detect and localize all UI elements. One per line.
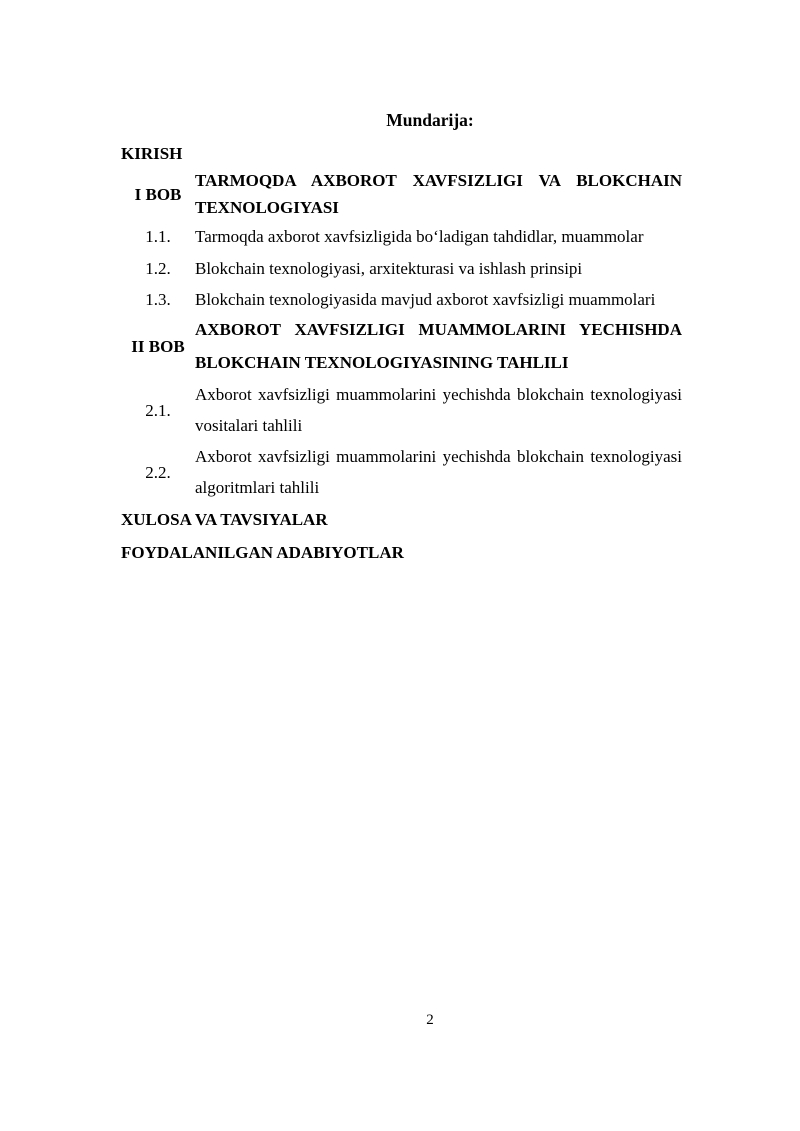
toc-entry-text: Blokchain texnologiyasi, arxitekturasi va ishlash prinsipi	[195, 259, 583, 278]
toc-entry-number: 1.3.	[145, 290, 171, 309]
toc-entry-text: FOYDALANILGAN ADABIYOTLAR	[121, 543, 404, 562]
toc-entry-number: 1.1.	[145, 227, 171, 246]
toc-entry-2-1	[121, 379, 682, 441]
toc-entry-text: Axborot xavfsizligi muammolarini yechishda blokchain texnologiyasi vositalari tahlili	[195, 385, 682, 435]
toc-entry-conclusion	[121, 503, 682, 536]
page-title: Mundarija:	[386, 110, 474, 130]
toc-entry-1-2	[121, 252, 682, 286]
toc-entry-text: Tarmoqda axborot xavfsizligida boʻladigan tahdidlar, muammolar	[195, 227, 644, 246]
toc-entry-chapter-2	[121, 313, 682, 379]
toc-entry-number: 2.2.	[145, 462, 171, 482]
table-of-contents	[121, 140, 682, 569]
toc-entry-number: I BOB	[134, 184, 182, 204]
toc-entry-text: XULOSA VA TAVSIYALAR	[121, 510, 328, 529]
toc-entry-chapter-1	[121, 167, 682, 221]
toc-entry-references	[121, 536, 682, 569]
toc-entry-1-1	[121, 221, 682, 252]
toc-entry-2-2	[121, 441, 682, 503]
toc-entry-number: II BOB	[131, 336, 185, 356]
toc-entry-number: 1.2.	[145, 259, 171, 278]
toc-entry-text: KIRISH	[121, 144, 183, 163]
toc-entry-1-3	[121, 286, 682, 313]
toc-entry-text: TARMOQDA AXBOROT XAVFSIZLIGI VA BLOKCHAIN TEXNOLOGIYASI	[195, 171, 682, 217]
toc-entry-text: Axborot xavfsizligi muammolarini yechishda blokchain texnologiyasi algoritmlari tahlili	[195, 447, 682, 497]
toc-entry-kirish	[121, 140, 682, 167]
toc-entry-text: AXBOROT XAVFSIZLIGI MUAMMOLARINI YECHISHDA BLOKCHAIN TEXNOLOGIYASINING TAHLILI	[195, 320, 682, 372]
toc-entry-number: 2.1.	[145, 400, 171, 420]
page-number: 2	[426, 1012, 434, 1028]
toc-entry-text: Blokchain texnologiyasida mavjud axborot xavfsizligi muammolari	[195, 290, 656, 309]
